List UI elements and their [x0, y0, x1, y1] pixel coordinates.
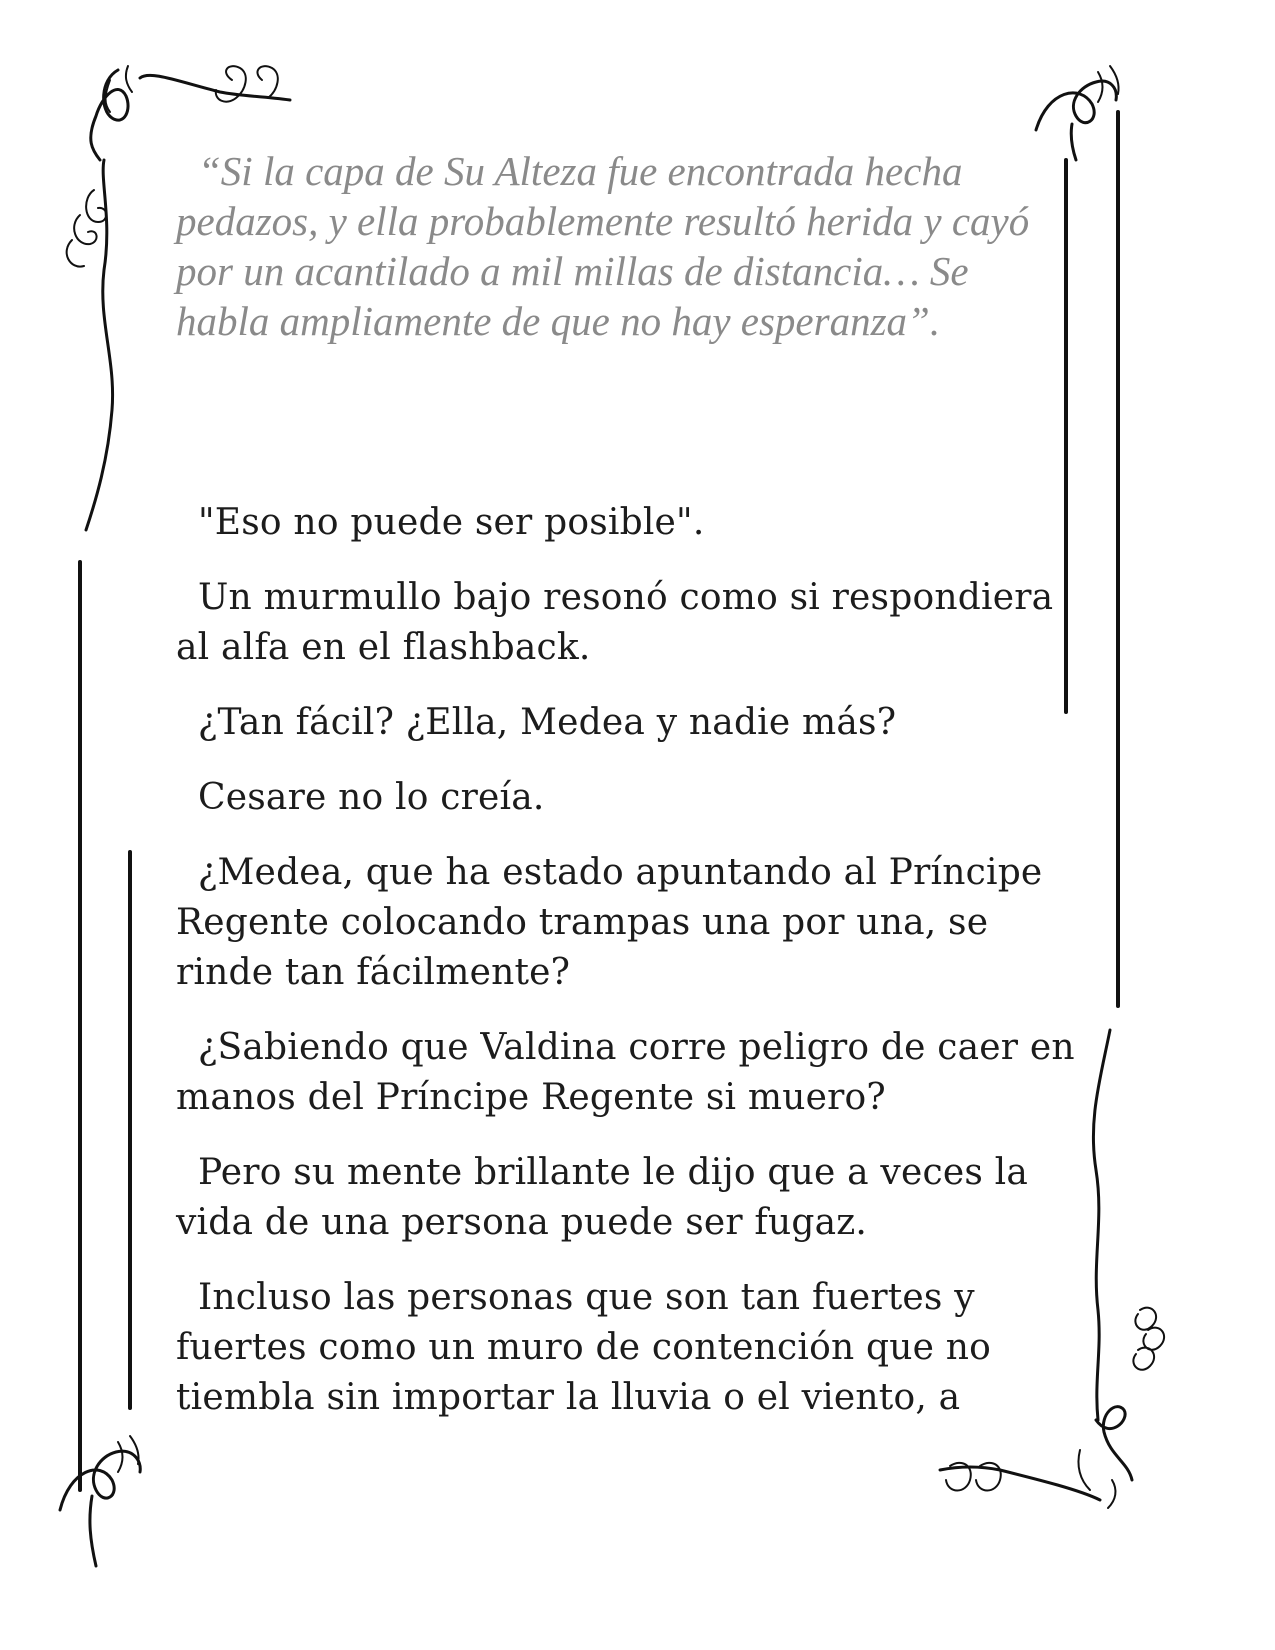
story-text [176, 498, 1076, 1448]
paragraph: Un murmullo bajo resonó como si respondiera al alfa en el flashback. [176, 577, 1054, 668]
paragraph: Incluso las personas que son tan fuertes y fuertes como un muro de contención que no tiembla sin importar la lluvia o el viento, a [176, 1277, 992, 1418]
paragraph: ¿Medea, que ha estado apuntando al Príncipe Regente colocando trampas una por una, se rinde tan fácilmente? [176, 852, 1043, 993]
paragraph: Pero su mente brillante le dijo que a veces la vida de una persona puede ser fugaz. [176, 1152, 1029, 1243]
quote-paragraph: “Si la capa de Su Alteza fue encontrada hecha pedazos, y ella probablemente resultó herida y cayó por un acantilado a mil millas de distancia… Se habla ampliamente de que no hay esperanza”. [176, 148, 1030, 344]
paragraph: "Eso no puede ser posible". [198, 502, 705, 543]
bottom-left-flourish [60, 1436, 140, 1566]
paragraph: Cesare no lo creía. [198, 777, 545, 818]
paragraph: ¿Sabiendo que Valdina corre peligro de caer en manos del Príncipe Regente si muero? [176, 1027, 1075, 1118]
paragraph: ¿Tan fácil? ¿Ella, Medea y nadie más? [198, 702, 897, 743]
